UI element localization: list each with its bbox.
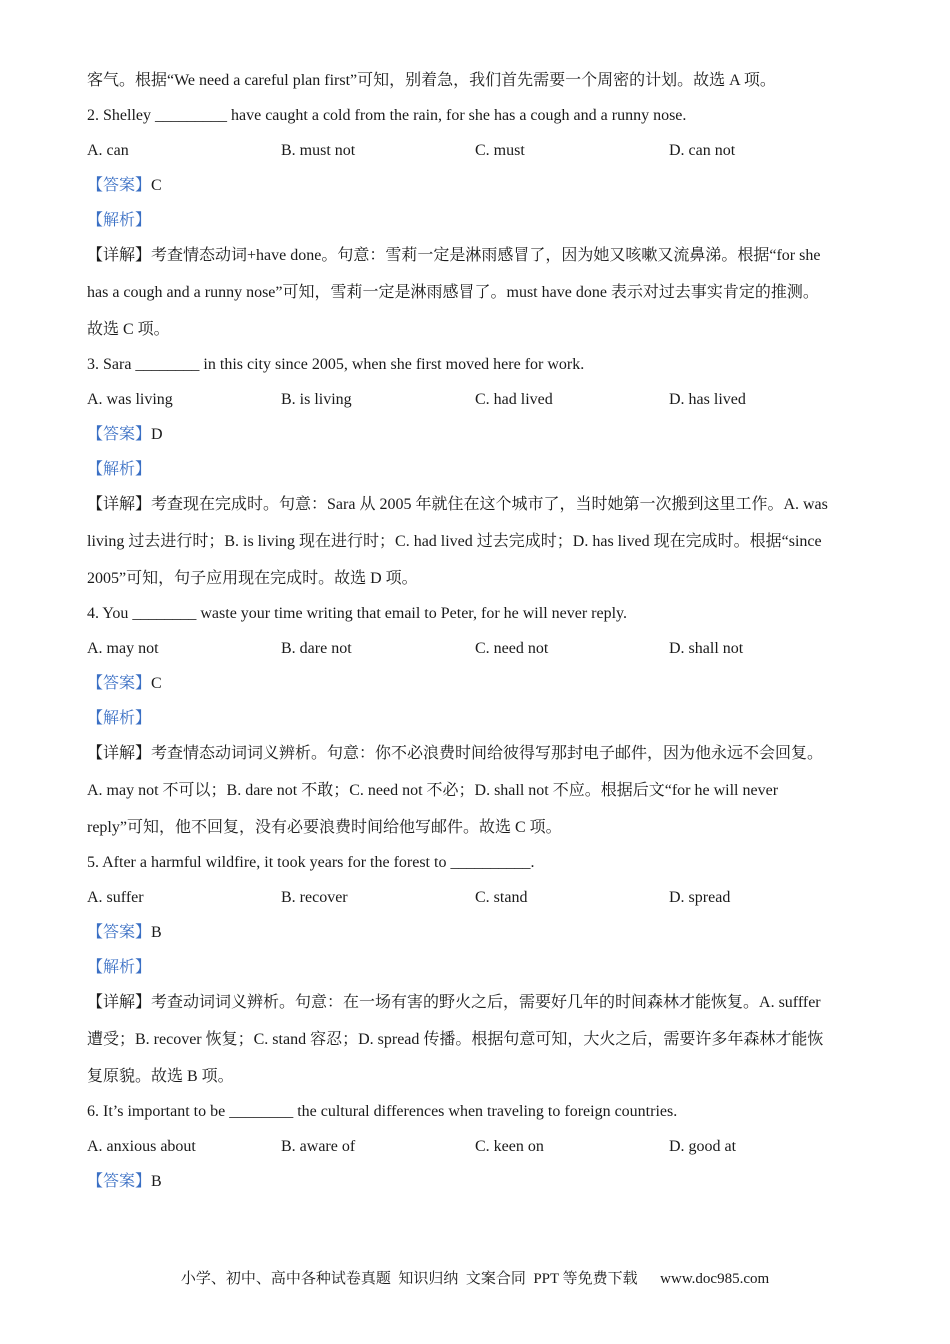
answer-line — [87, 922, 867, 944]
detail-paragraph — [87, 992, 867, 1088]
option-d: D. good at — [669, 1138, 737, 1155]
detail-paragraph — [87, 245, 867, 341]
answer-label: 【答案】 — [87, 924, 152, 941]
option-b: B. must not — [281, 142, 356, 159]
options-row — [87, 887, 867, 909]
option-d: D. shall not — [669, 640, 744, 657]
option-b: B. dare not — [281, 640, 352, 657]
detail-paragraph — [87, 743, 867, 839]
option-a: A. may not — [87, 640, 159, 657]
answer-label: 【答案】 — [87, 675, 152, 692]
option-d: D. can not — [669, 142, 736, 159]
question-stem: 5. After a harmful wildfire, it took years for the forest to __________. — [87, 854, 535, 871]
detail-label: 【详解】 — [87, 496, 152, 513]
option-a: A. was living — [87, 391, 173, 408]
question-stem: 6. It’s important to be ________ the cultural differences when traveling to foreign countries. — [87, 1103, 678, 1120]
option-d: D. has lived — [669, 391, 746, 408]
option-c: C. stand — [475, 889, 528, 906]
answer-line — [87, 175, 867, 197]
analysis-label: 【解析】 — [87, 959, 152, 976]
question-stem: 4. You ________ waste your time writing that email to Peter, for he will never reply. — [87, 605, 627, 622]
question-5 — [87, 852, 867, 1088]
detail-text: 2005”可知，句子应用现在完成时。故选 D 项。 — [87, 570, 418, 587]
option-c: C. need not — [475, 640, 549, 657]
detail-text: 故选 C 项。 — [87, 321, 170, 338]
detail-text: 复原貌。故选 B 项。 — [87, 1068, 234, 1085]
answer-value: C — [151, 177, 162, 194]
answer-value: B — [151, 1173, 162, 1190]
question-stem: 2. Shelley _________ have caught a cold from the rain, for she has a cough and a runny nose. — [87, 107, 687, 124]
detail-text: A. may not 不可以；B. dare not 不敢；C. need not 不必；D. shall not 不应。根据后文“for he will never — [87, 782, 779, 799]
answer-value: B — [151, 924, 162, 941]
analysis-label: 【解析】 — [87, 212, 152, 229]
option-c: C. had lived — [475, 391, 553, 408]
question-4 — [87, 603, 867, 839]
option-b: B. recover — [281, 889, 348, 906]
question-3 — [87, 354, 867, 590]
detail-text: has a cough and a runny nose”可知，雪莉一定是淋雨感冒了。must have done 表示对过去事实肯定的推测。 — [87, 284, 819, 301]
question-6 — [87, 1101, 867, 1193]
detail-text: 考查动词词义辨析。句意：在一场有害的野火之后，需要好几年的时间森林才能恢复。A. sufffer — [151, 994, 821, 1011]
option-a: A. anxious about — [87, 1138, 196, 1155]
detail-label: 【详解】 — [87, 745, 152, 762]
option-a: A. can — [87, 142, 129, 159]
detail-text: 考查现在完成时。句意：Sara 从 2005 年就住在这个城市了，当时她第一次搬到这里工作。A. was — [151, 496, 828, 513]
detail-text: reply”可知，他不回复，没有必要浪费时间给他写邮件。故选 C 项。 — [87, 819, 562, 836]
options-row — [87, 389, 867, 411]
detail-text: 考查情态动词+have done。句意：雪莉一定是淋雨感冒了，因为她又咳嗽又流鼻涕。根据“for she — [151, 247, 821, 264]
document-body — [87, 70, 867, 1193]
answer-value: C — [151, 675, 162, 692]
answer-value: D — [151, 426, 163, 443]
detail-label: 【详解】 — [87, 247, 152, 264]
answer-label: 【答案】 — [87, 426, 152, 443]
analysis-label: 【解析】 — [87, 461, 152, 478]
page-footer: 小学、初中、高中各种试卷真题 知识归纳 文案合同 PPT 等免费下载 www.doc985.com — [180, 1271, 770, 1287]
option-b: B. is living — [281, 391, 352, 408]
detail-text: 遭受；B. recover 恢复；C. stand 容忍；D. spread 传播。根据句意可知，大火之后，需要许多年森林才能恢 — [87, 1031, 824, 1048]
answer-label: 【答案】 — [87, 177, 152, 194]
options-row — [87, 140, 867, 162]
option-c: C. keen on — [475, 1138, 544, 1155]
detail-label: 【详解】 — [87, 994, 152, 1011]
intro-line: 客气。根据“We need a careful plan first”可知，别着急，我们首先需要一个周密的计划。故选 A 项。 — [87, 72, 776, 89]
answer-line — [87, 673, 867, 695]
detail-text: living 过去进行时；B. is living 现在进行时；C. had lived 过去完成时；D. has lived 现在完成时。根据“since — [87, 533, 822, 550]
options-row — [87, 638, 867, 660]
option-a: A. suffer — [87, 889, 144, 906]
detail-text: 考查情态动词词义辨析。句意：你不必浪费时间给彼得写那封电子邮件，因为他永远不会回复。 — [151, 745, 824, 762]
detail-paragraph — [87, 494, 867, 590]
question-stem: 3. Sara ________ in this city since 2005, when she first moved here for work. — [87, 356, 585, 373]
answer-line — [87, 424, 867, 446]
option-c: C. must — [475, 142, 525, 159]
option-b: B. aware of — [281, 1138, 356, 1155]
question-2 — [87, 105, 867, 341]
options-row — [87, 1136, 867, 1158]
answer-label: 【答案】 — [87, 1173, 152, 1190]
option-d: D. spread — [669, 889, 731, 906]
analysis-label: 【解析】 — [87, 710, 152, 727]
answer-line — [87, 1171, 867, 1193]
